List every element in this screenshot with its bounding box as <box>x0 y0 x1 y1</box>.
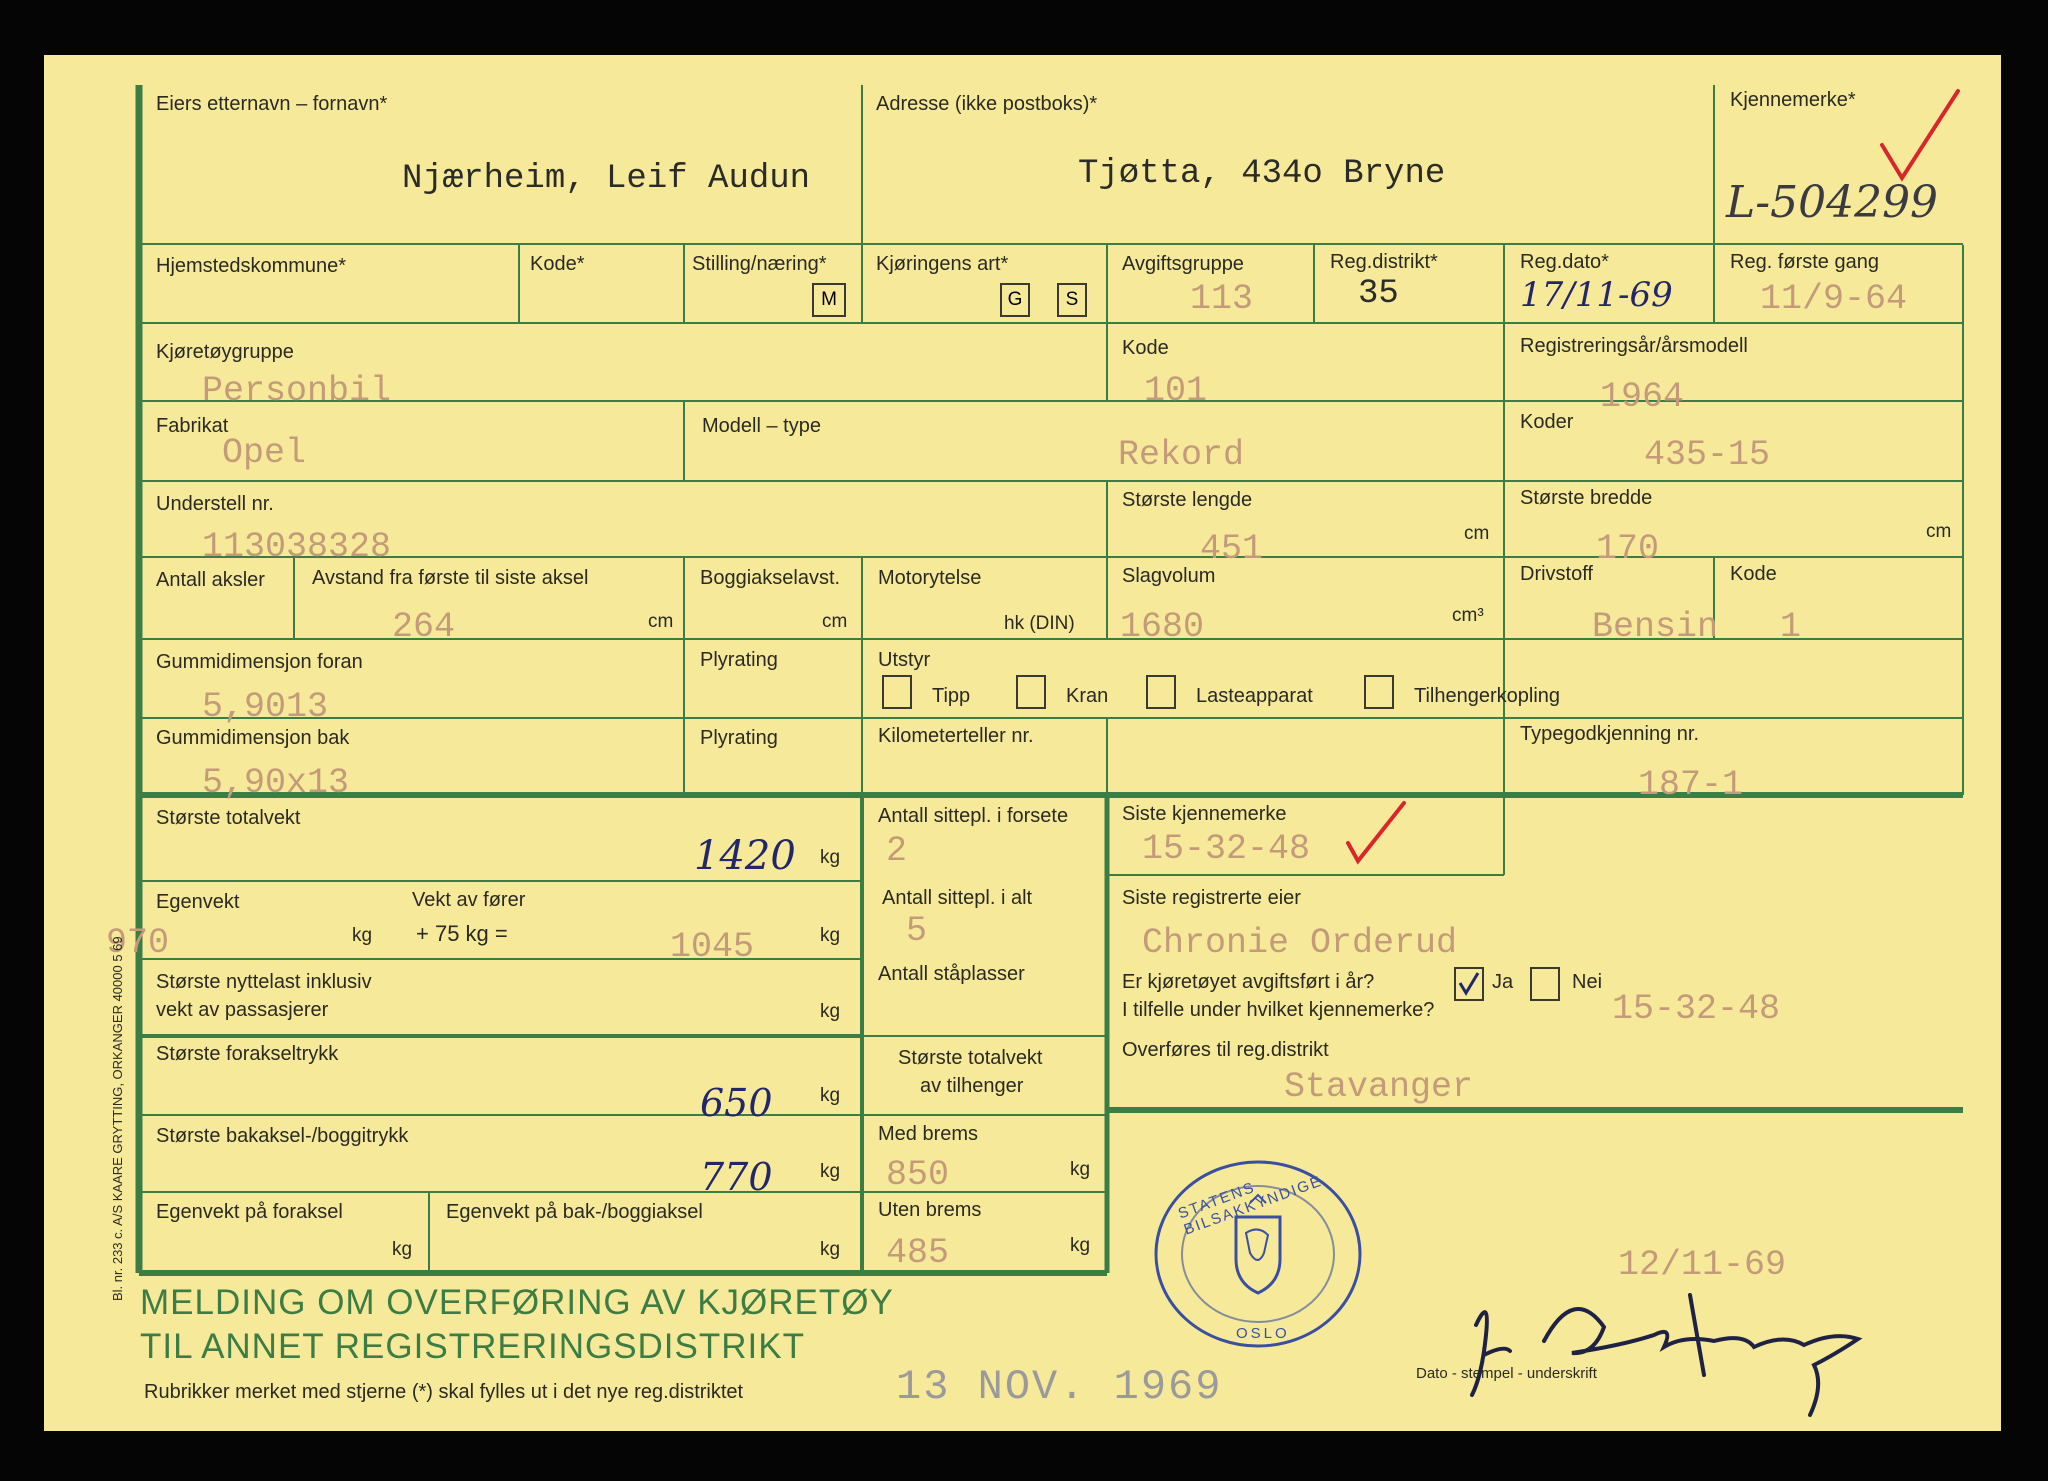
seal-text-bottom: OSLO <box>1236 1325 1290 1342</box>
model-value: Rekord <box>1118 435 1245 475</box>
ply-label-1: Plyrating <box>700 649 778 671</box>
axles-label: Antall aksler <box>156 569 265 591</box>
fuel-value: Bensin <box>1592 607 1719 647</box>
wheelbase-value: 264 <box>392 607 456 647</box>
cm3-unit: cm³ <box>1452 605 1484 626</box>
displacement-label: Slagvolum <box>1122 565 1216 587</box>
fuel-label: Drivstoff <box>1520 563 1593 585</box>
max-length-value: 451 <box>1200 529 1264 569</box>
eq-kran-checkbox <box>1016 675 1046 709</box>
curb-weight-value: 970 <box>106 923 170 963</box>
codes-label: Koder <box>1520 411 1574 433</box>
kode2-value: 101 <box>1144 371 1208 411</box>
kode2-label: Kode <box>1122 337 1169 359</box>
last-plate-value: 15-32-48 <box>1142 829 1311 869</box>
fee-group-value: 113 <box>1190 279 1254 319</box>
curb-weight-label: Egenvekt <box>156 891 240 913</box>
eq-tilhenger-label: Tilhengerkopling <box>1414 685 1561 707</box>
tire-front-value: 5,9013 <box>202 687 329 727</box>
with-brakes-label: Med brems <box>878 1123 979 1145</box>
seats-front-label: Antall sittepl. i forsete <box>878 805 1069 827</box>
first-reg-value: 11/9-64 <box>1760 279 1908 319</box>
max-length-unit: cm <box>1464 523 1490 544</box>
seats-total-value: 5 <box>906 911 928 951</box>
plate-value: L-504299 <box>1726 177 1939 228</box>
payload-label-1: Største nyttelast inklusiv <box>156 971 372 993</box>
hp-unit: hk (DIN) <box>1004 613 1075 634</box>
kode-label: Kode* <box>530 253 585 275</box>
eq-tipp-checkbox <box>882 675 912 709</box>
eq-kran-label: Kran <box>1066 685 1109 707</box>
tire-front-label: Gummidimensjon foran <box>156 651 363 673</box>
fee-paid-no-label: Nei <box>1572 971 1603 993</box>
wheelbase-unit: cm <box>648 611 674 632</box>
engine-power-label: Motorytelse <box>878 567 982 589</box>
eq-tipp-label: Tipp <box>932 685 971 707</box>
model-label: Modell – type <box>702 415 821 437</box>
curb-plus-driver-unit: kg <box>820 925 841 946</box>
address-label: Adresse (ikke postboks)* <box>876 93 1098 115</box>
driving-type-label: Kjøringens art* <box>876 253 1009 275</box>
reg-year-value: 1964 <box>1600 377 1685 417</box>
curb-rear-unit: kg <box>820 1239 841 1260</box>
municipality-label: Hjemstedskommune* <box>156 255 347 277</box>
fuel-kode-value: 1 <box>1780 607 1802 647</box>
displacement-value: 1680 <box>1120 607 1205 647</box>
front-axle-label: Største forakseltrykk <box>156 1043 339 1065</box>
address-value: Tjøtta, 434o Bryne <box>1078 155 1446 193</box>
fee-group-label: Avgiftsgruppe <box>1122 253 1244 275</box>
checkmark-icon <box>1342 795 1412 875</box>
without-brakes-label: Uten brems <box>878 1199 982 1221</box>
curb-rear-label: Egenvekt på bak-/boggiaksel <box>446 1201 703 1223</box>
odometer-label: Kilometerteller nr. <box>878 725 1034 747</box>
bogie-label: Boggiakselavst. <box>700 567 841 589</box>
last-owner-value: Chronie Orderud <box>1142 923 1458 963</box>
max-length-label: Største lengde <box>1122 489 1253 511</box>
tire-rear-value: 5,90x13 <box>202 763 350 803</box>
front-axle-value: 650 <box>700 1081 773 1125</box>
wheelbase-label: Avstand fra første til siste aksel <box>312 567 589 589</box>
rear-axle-unit: kg <box>820 1161 841 1182</box>
driver-weight-label: Vekt av fører <box>412 889 526 911</box>
received-stamp: 13 NOV. 1969 <box>896 1363 1223 1411</box>
signature <box>1454 1275 1884 1425</box>
eq-laste-label: Lasteapparat <box>1196 685 1313 707</box>
curb-weight-unit: kg <box>352 925 373 946</box>
max-total-weight-label: Største totalvekt <box>156 807 301 829</box>
fee-paid-no-checkbox <box>1530 967 1560 1001</box>
footer-title-1: MELDING OM OVERFØRING AV KJØRETØY <box>140 1283 894 1322</box>
without-brakes-unit: kg <box>1070 1235 1091 1256</box>
trailer-weight-label-2: av tilhenger <box>920 1075 1024 1097</box>
curb-front-label: Egenvekt på foraksel <box>156 1201 343 1223</box>
transfer-value: Stavanger <box>1284 1067 1474 1107</box>
reg-district-value: 35 <box>1358 275 1399 313</box>
plate-label: Kjennemerke* <box>1730 89 1856 111</box>
driver-weight-formula: + 75 kg = <box>416 921 508 946</box>
under-plate-value: 15-32-48 <box>1612 989 1781 1029</box>
owner-label: Eiers etternavn – fornavn* <box>156 93 388 115</box>
max-total-weight-unit: kg <box>820 847 841 868</box>
driving-box-g: G <box>1000 283 1030 317</box>
trailer-weight-label-1: Største totalvekt <box>898 1047 1043 1069</box>
reg-date-value: 17/11-69 <box>1520 275 1673 315</box>
seal-text-top: STATENS BILSAKKYNDIGE <box>1175 1172 1325 1239</box>
footer-title-2: TIL ANNET REGISTRERINGSDISTRIKT <box>140 1327 805 1366</box>
equipment-label: Utstyr <box>878 649 931 671</box>
max-width-unit: cm <box>1926 521 1952 542</box>
fee-paid-yes-label: Ja <box>1492 971 1514 993</box>
first-reg-label: Reg. første gang <box>1730 251 1879 273</box>
owner-value: Njærheim, Leif Audun <box>402 160 811 198</box>
tire-rear-label: Gummidimensjon bak <box>156 727 350 749</box>
fee-paid-yes-checkbox <box>1454 967 1484 1001</box>
seal-stamp <box>1150 1155 1366 1353</box>
fuel-kode-label: Kode <box>1730 563 1777 585</box>
curb-front-unit: kg <box>392 1239 413 1260</box>
reg-district-label: Reg.distrikt* <box>1330 251 1438 273</box>
checkmark-icon <box>1874 83 1964 193</box>
occupation-label: Stilling/næring* <box>692 253 827 275</box>
occupation-box: M <box>812 283 846 317</box>
codes-value: 435-15 <box>1644 435 1771 475</box>
standing-label: Antall ståplasser <box>878 963 1025 985</box>
make-label: Fabrikat <box>156 415 229 437</box>
eq-tilhenger-checkbox <box>1364 675 1394 709</box>
driving-box-s: S <box>1057 283 1087 317</box>
with-brakes-value: 850 <box>886 1155 950 1195</box>
type-approval-label: Typegodkjenning nr. <box>1520 723 1700 745</box>
reg-date-label: Reg.dato* <box>1520 251 1609 273</box>
make-value: Opel <box>222 433 307 473</box>
without-brakes-value: 485 <box>886 1233 950 1273</box>
front-axle-unit: kg <box>820 1085 841 1106</box>
fee-paid-question: Er kjøretøyet avgiftsført i år? <box>1122 971 1375 993</box>
bogie-unit: cm <box>822 611 848 632</box>
under-plate-question: I tilfelle under hvilket kjennemerke? <box>1122 999 1435 1021</box>
payload-label-2: vekt av passasjerer <box>156 999 329 1021</box>
curb-plus-driver-value: 1045 <box>670 927 755 967</box>
seats-total-label: Antall sittepl. i alt <box>882 887 1033 909</box>
eq-laste-checkbox <box>1146 675 1176 709</box>
vehicle-group-value: Personbil <box>202 371 392 411</box>
reg-year-label: Registreringsår/årsmodell <box>1520 335 1748 357</box>
printer-line: Bl. nr. 233 c. A/S KAARE GRYTTING, ORKANGER 40000 5 69 <box>110 936 125 1301</box>
vehicle-group-label: Kjøretøygruppe <box>156 341 294 363</box>
vehicle-transfer-form <box>44 55 2001 1431</box>
footer-note: Rubrikker merket med stjerne (*) skal fylles ut i det nye reg.distriktet <box>144 1381 744 1403</box>
with-brakes-unit: kg <box>1070 1159 1091 1180</box>
transfer-label: Overføres til reg.distrikt <box>1122 1039 1329 1061</box>
chassis-value: 113038328 <box>202 527 392 567</box>
seats-front-value: 2 <box>886 831 908 871</box>
last-owner-label: Siste registrerte eier <box>1122 887 1301 909</box>
payload-unit: kg <box>820 1001 841 1022</box>
rear-axle-label: Største bakaksel-/boggitrykk <box>156 1125 409 1147</box>
last-plate-label: Siste kjennemerke <box>1122 803 1287 825</box>
ply-label-2: Plyrating <box>700 727 778 749</box>
type-approval-value: 187-1 <box>1638 765 1744 805</box>
signature-caption: Dato - stempel - underskrift <box>1416 1365 1597 1382</box>
max-total-weight-value: 1420 <box>694 833 796 879</box>
date-value: 12/11-69 <box>1618 1245 1787 1285</box>
chassis-label: Understell nr. <box>156 493 274 515</box>
max-width-label: Største bredde <box>1520 487 1653 509</box>
rear-axle-value: 770 <box>700 1155 773 1199</box>
max-width-value: 170 <box>1596 529 1660 569</box>
